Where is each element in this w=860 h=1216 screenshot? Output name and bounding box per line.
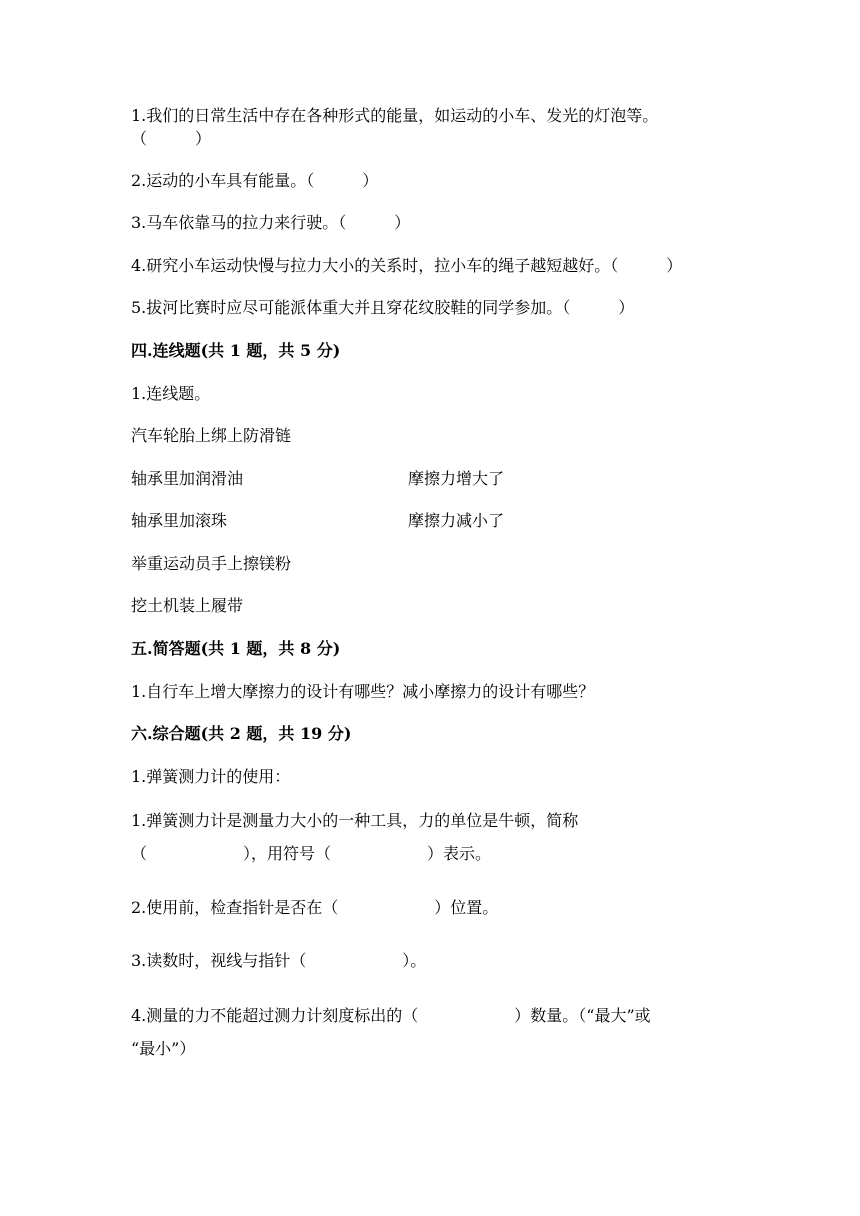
- section-4-heading: 四.连线题(共 1 题，共 5 分): [131, 341, 341, 360]
- section-6-heading: 六.综合题(共 2 题，共 19 分): [131, 724, 352, 743]
- section-6-sub-2: 2.使用前，检查指针是否在（ ）位置。: [131, 898, 499, 917]
- match-right-item-2: 摩擦力减小了: [408, 511, 505, 530]
- section-6-sub-1-cont: （ ），用符号（ ）表示。: [131, 844, 492, 863]
- match-left-item-1: 汽车轮胎上绑上防滑链: [131, 426, 292, 445]
- judgement-item-1-blank: （ ）: [131, 129, 212, 148]
- judgement-item-2: 2.运动的小车具有能量。（ ）: [131, 171, 379, 190]
- match-left-item-2: 轴承里加润滑油: [131, 469, 244, 488]
- section-6-question: 1.弹簧测力计的使用：: [131, 767, 291, 786]
- match-right-item-1: 摩擦力增大了: [408, 469, 505, 488]
- section-6-sub-4-cont: “最小”）: [131, 1039, 196, 1058]
- match-left-item-3: 轴承里加滚珠: [131, 511, 228, 530]
- judgement-item-1: 1.我们的日常生活中存在各种形式的能量，如运动的小车、发光的灯泡等。: [131, 106, 659, 125]
- section-4-question: 1.连线题。: [131, 384, 211, 403]
- section-6-sub-1: 1.弹簧测力计是测量力大小的一种工具，力的单位是牛顿，简称: [131, 811, 579, 830]
- judgement-item-4: 4.研究小车运动快慢与拉力大小的关系时，拉小车的绳子越短越好。（ ）: [131, 256, 683, 275]
- section-6-sub-4: 4.测量的力不能超过测力计刻度标出的（ ）数量。（“最大”或: [131, 1006, 651, 1025]
- section-6-sub-3: 3.读数时，视线与指针（ ）。: [131, 951, 427, 970]
- match-left-item-4: 举重运动员手上擦镁粉: [131, 554, 292, 573]
- match-left-item-5: 挖土机装上履带: [131, 596, 244, 615]
- judgement-item-5: 5.拔河比赛时应尽可能派体重大并且穿花纹胶鞋的同学参加。（ ）: [131, 298, 635, 317]
- section-5-question: 1.自行车上增大摩擦力的设计有哪些？减小摩擦力的设计有哪些？: [131, 682, 595, 701]
- section-5-heading: 五.简答题(共 1 题，共 8 分): [131, 639, 341, 658]
- judgement-item-3: 3.马车依靠马的拉力来行驶。（ ）: [131, 213, 411, 232]
